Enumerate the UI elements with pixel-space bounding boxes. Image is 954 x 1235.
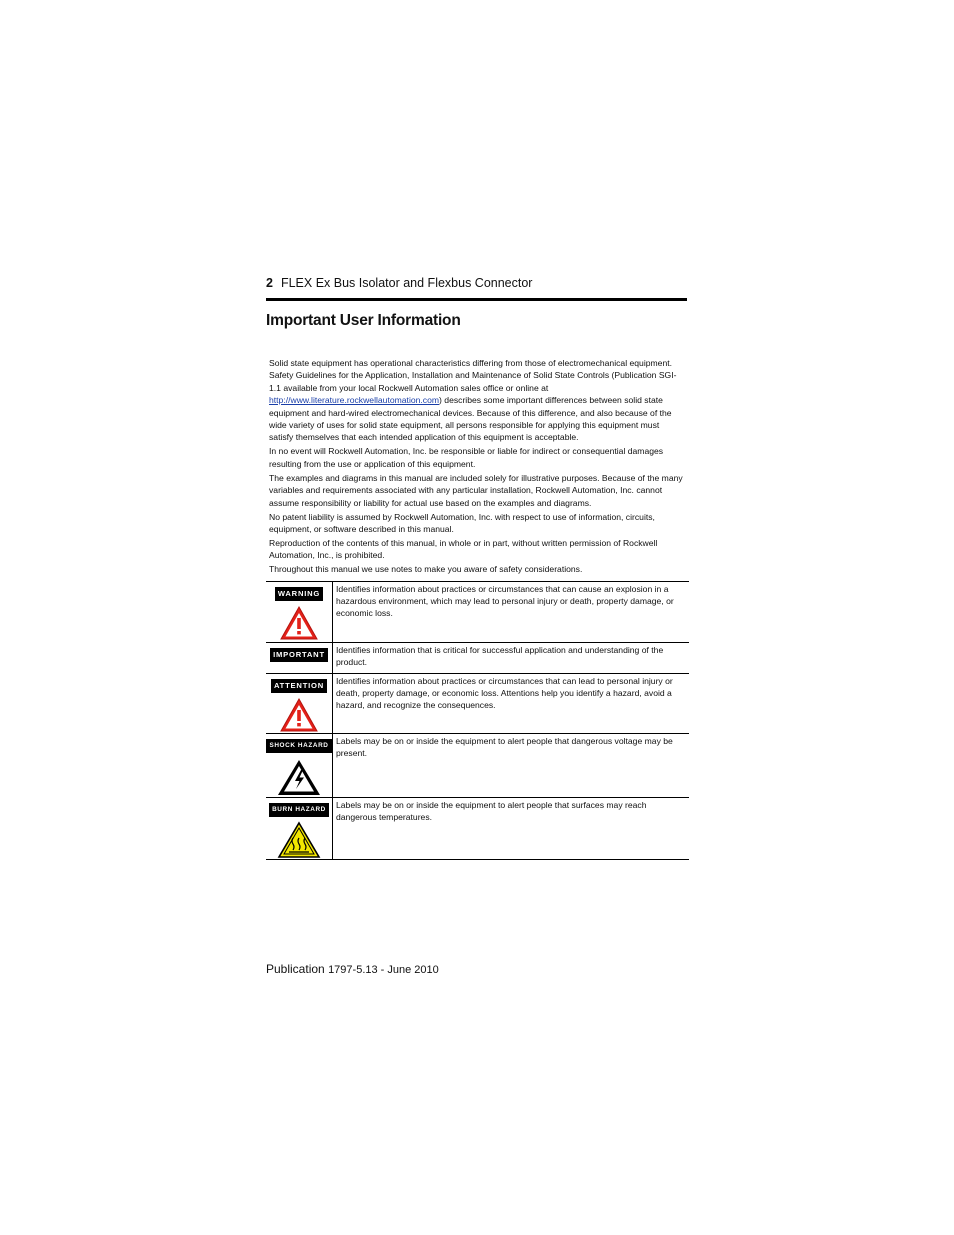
page-number: 2 [266,276,273,290]
note-row-important [266,643,689,674]
safety-notes-table [266,581,689,860]
exclamation-triangle-icon [279,605,319,641]
paragraph-2: In no event will Rockwell Automation, Inc. be responsible or liable for indirect or consequential damages resulting from the use or application of this equipment. [269,446,664,469]
document-title: FLEX Ex Bus Isolator and Flexbus Connector [280,276,533,290]
note-row-shock-hazard [266,734,689,798]
important-label: IMPORTANT [270,648,328,662]
literature-link[interactable]: http://www.literature.rockwellautomation.com [269,395,440,406]
paragraph-4: No patent liability is assumed by Rockwell Automation, Inc. with respect to use of information, circuits, equipment, or software described in this manual. [269,511,655,535]
section-title: Important User Information [266,312,461,329]
page-footer [266,962,439,976]
note-row-attention [266,674,689,734]
header-rule [266,298,687,301]
attention-label: ATTENTION [271,679,327,693]
publication-number: 1797-5.13 - June 2010 [328,964,439,976]
attention-description: Identifies information about practices or circumstances that can lead to personal injury or death, property damage, or economic loss. Attentions help you identify a hazard, avoid a hazard, and recognize the consequences. [333,674,690,734]
paragraph-1: Solid state equipment has operational characteristics differing from those of electromechanical equipment. Safety Guidelines for the Application, Installation and Maintenance of Solid State Controls (Publication SGI-1.1 available from your local Rockwell Automation sales office or online at http://www.literature.rockwellautomation.com) describes some important differences between solid state equipment and hard-wired electromechanical devices. Because of this difference, and also because of the wide variety of uses for solid state equipment, all persons responsible for applying this equipment must satisfy themselves that each intended application of this equipment is acceptable. [269,358,677,443]
warning-label: WARNING [275,587,323,601]
shock-hazard-description: Labels may be on or inside the equipment to alert people that dangerous voltage may be present. [333,734,690,798]
paragraph-3: The examples and diagrams in this manual are included solely for illustrative purposes. Because of the many variables and requirements associated with any particular installation, Rockwell Automation, Inc. cannot assume responsibility or liability for actual use based on the examples and diagrams. [269,472,683,508]
shock-hazard-label: SHOCK HAZARD [266,739,331,753]
hot-surface-icon [277,821,321,859]
note-row-warning [266,582,689,643]
paragraph-6: Throughout this manual we use notes to make you aware of safety considerations. [269,564,583,575]
body-text [269,357,683,577]
footer-label: Publication [266,962,325,976]
burn-hazard-label: BURN HAZARD [269,803,329,817]
lightning-bolt-icon [275,757,323,797]
exclamation-triangle-icon [279,697,319,733]
paragraph-5: Reproduction of the contents of this manual, in whole or in part, without written permission of Rockwell Automation, Inc., is prohibited. [269,538,658,561]
important-description: Identifies information that is critical for successful application and understanding of the product. [333,643,690,674]
warning-description: Identifies information about practices or circumstances that can cause an explosion in a hazardous environment, which may lead to personal injury or death, property damage, or economic loss. [333,582,690,643]
burn-hazard-description: Labels may be on or inside the equipment to alert people that surfaces may reach dangerous temperatures. [333,798,690,860]
page-header [266,276,532,290]
note-row-burn-hazard [266,798,689,860]
